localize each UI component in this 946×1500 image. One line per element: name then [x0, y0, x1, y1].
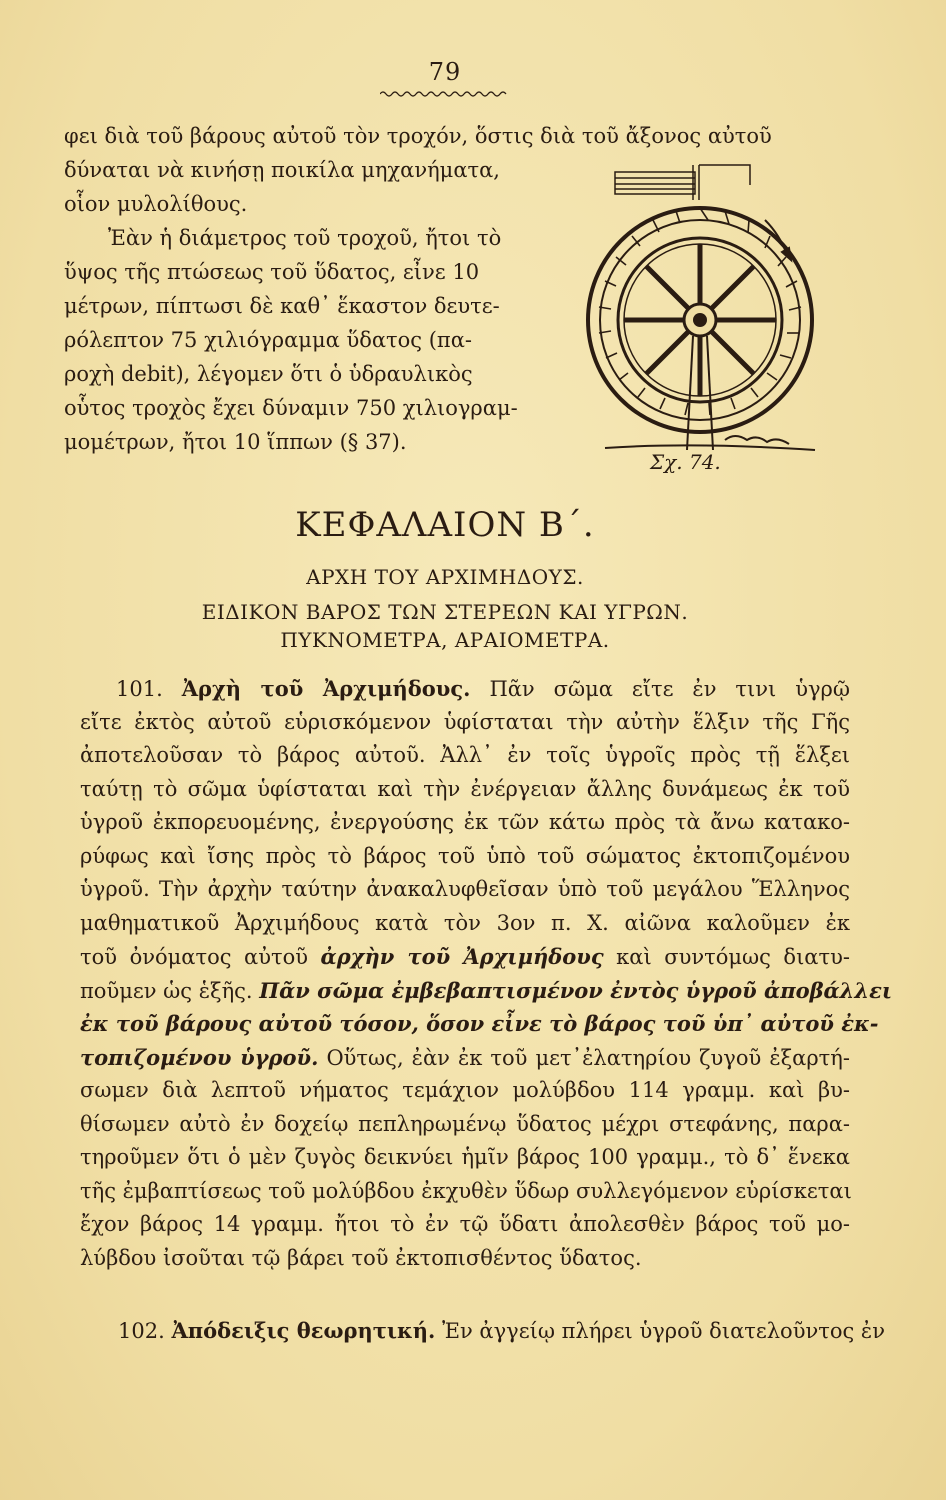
section-101	[80, 672, 893, 1275]
text-line: θίσωμεν αὐτὸ ἐν δοχείῳ πεπληρωμένῳ ὕδατος μέχρι στεφάνης, παρα-	[80, 1111, 850, 1136]
ornament-rule	[380, 90, 510, 98]
text-line: ἀποτελοῦσαν τὸ βάρος αὐτοῦ. Ἀλλ᾽ ἐν τοῖς ὑγροῖς πρὸς τῇ ἕλξει	[80, 743, 850, 767]
section-heading: Ἀπόδειξις θεωρητική.	[171, 1318, 436, 1343]
text-line: μαθηματικοῦ Ἀρχιμήδους κατὰ τὸν 3ον π. Χ. αἰῶνα καλοῦμεν ἐκ	[80, 910, 850, 935]
text-line: τηροῦμεν ὅτι ὁ μὲν ζυγὸς δεικνύει ἡμῖν βάρος 100 γραμμ., τὸ δ᾽ ἕνεκα	[80, 1145, 850, 1169]
text-segment: καὶ συντόμως διατυ-	[616, 945, 850, 969]
page-number: 79	[428, 58, 462, 86]
text-segment: Ἐν ἀγγείῳ πλήρει ὑγροῦ διατελοῦντος ἐν	[442, 1319, 885, 1343]
emphasis-text: τοπιζομένου ὑγροῦ.	[80, 1044, 319, 1070]
text-line: τῆς ἐμβαπτίσεως τοῦ μολύβδου ἐκχυθὲν ὕδωρ συλλεγόμενον εὑρίσκεται	[80, 1178, 852, 1203]
text-line: σωμεν διὰ λεπτοῦ νήματος τεμάχιον μολύβδου 114 γραμμ. καὶ βυ-	[80, 1078, 850, 1102]
text-line	[80, 672, 850, 706]
text-line: ταύτῃ τὸ σῶμα ὑφίσταται καὶ τὴν ἐνέργειαν ἄλλης δυνάμεως ἐκ τοῦ	[80, 776, 850, 801]
text-line	[80, 1041, 850, 1075]
emphasis-text: Πᾶν σῶμα ἐμβεβαπτισμένον ἐντὸς ὑγροῦ ἀποβάλλει	[259, 977, 893, 1003]
text-line: ὕψος τῆς πτώσεως τοῦ ὕδατος, εἶνε 10	[64, 260, 480, 284]
text-segment: Οὕτως, ἐὰν ἐκ τοῦ μετ᾽ἐλατηρίου ζυγοῦ ἐξαρτή-	[326, 1045, 850, 1070]
text-segment: ποῦμεν ὡς ἑξῆς.	[80, 978, 253, 1003]
text-line: οὗτος τροχὸς ἔχει δύναμιν 750 χιλιογραμ-	[64, 396, 518, 420]
text-line: μέτρων, πίπτωσι δὲ καθ᾽ ἕκαστον δευτε-	[64, 294, 500, 318]
text-line	[80, 974, 893, 1008]
text-line: ροχὴ debit), λέγομεν ὅτι ὁ ὑδραυλικὸς	[64, 362, 473, 386]
text-line: οἷον μυλολίθους.	[64, 192, 248, 216]
section-number: 102.	[118, 1319, 165, 1343]
emphasis-line: ἐκ τοῦ βάρους αὐτοῦ τόσον, ὅσον εἶνε τὸ βάρος τοῦ ὑπ᾽ αὐτοῦ ἐκ-	[80, 1011, 879, 1036]
text-line: μομέτρων, ἤτοι 10 ἵππων (§ 37).	[64, 430, 407, 454]
text-line: φει διὰ τοῦ βάρους αὐτοῦ τὸν τροχόν, ὅστις διὰ τοῦ ἄξονος αὐτοῦ	[64, 124, 772, 148]
text-line: δύναται νὰ κινήσῃ ποικίλα μηχανήματα,	[64, 158, 500, 182]
chapter-subtitle: ΠΥΚΝΟΜΕΤΡΑ, ΑΡΑΙΟΜΕΤΡΑ.	[280, 628, 610, 652]
text-segment: τοῦ ὀνόματος αὐτοῦ	[80, 945, 308, 969]
chapter-title: ΚΕΦΑΛΑΙΟΝ Β΄.	[295, 505, 595, 545]
text-line	[80, 940, 850, 974]
intro-paragraph	[64, 119, 772, 459]
text-line: Ἐὰν ἡ διάμετρος τοῦ τροχοῦ, ἤτοι τὸ	[108, 226, 502, 250]
text-segment: Πᾶν σῶμα εἴτε ἐν τινι ὑγρῷ	[489, 677, 850, 701]
section-number: 101.	[116, 677, 163, 701]
text-line: ρύφως καὶ ἴσης πρὸς τὸ βάρος τοῦ ὑπὸ τοῦ σώματος ἐκτοπιζομένου	[80, 843, 850, 868]
section-102	[118, 1318, 885, 1343]
figure-caption: Σχ. 74.	[650, 450, 721, 474]
water-wheel-illustration	[575, 160, 825, 460]
text-line: λύβδου ἰσοῦται τῷ βάρει τοῦ ἐκτοπισθέντος ὕδατος.	[80, 1245, 642, 1270]
text-line: ρόλεπτον 75 χιλιόγραμμα ὕδατος (πα-	[64, 328, 473, 352]
section-heading: Ἀρχὴ τοῦ Ἀρχιμήδους.	[181, 676, 471, 701]
text-line: εἴτε ἐκτὸς αὐτοῦ εὑρισκόμενον ὑφίσταται τὴν αὐτὴν ἕλξιν τῆς Γῆς	[80, 709, 850, 734]
text-line: ὑγροῦ. Τὴν ἀρχὴν ταύτην ἀνακαλυφθεῖσαν ὑπὸ τοῦ μεγάλου Ἕλληνος	[80, 877, 850, 901]
chapter-subtitle: ΕΙΔΙΚΟΝ ΒΑΡΟΣ ΤΩΝ ΣΤΕΡΕΩΝ ΚΑΙ ΥΓΡΩΝ.	[201, 600, 689, 624]
text-line: ἔχον βάρος 14 γραμμ. ἤτοι τὸ ἐν τῷ ὕδατι ἀπολεσθὲν βάρος τοῦ μο-	[80, 1212, 850, 1236]
text-line: ὑγροῦ ἐκπορευομένης, ἐνεργούσης ἐκ τῶν κάτω πρὸς τὰ ἄνω κατακο-	[80, 810, 850, 834]
chapter-subtitle: ΑΡΧΗ ΤΟΥ ΑΡΧΙΜΗΔΟΥΣ.	[306, 565, 584, 589]
emphasis-text: ἀρχὴν τοῦ Ἀρχιμήδους	[320, 944, 604, 969]
